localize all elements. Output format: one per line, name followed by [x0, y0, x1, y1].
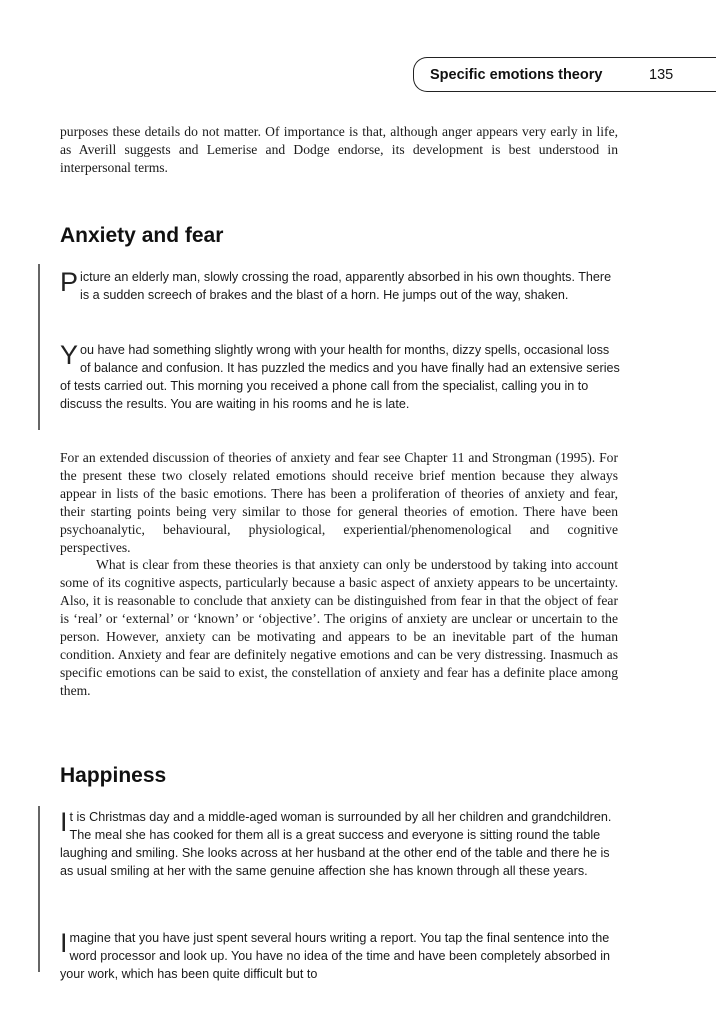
- vignette-text: icture an elderly man, slowly crossing the road, apparently absorbed in his own thoughts. There is a sudden screech of brakes and the blast of a horn. He jumps out of the way, shaken.: [80, 270, 612, 302]
- dropcap: Y: [60, 340, 79, 370]
- intro-paragraph: purposes these details do not matter. Of importance is that, although anger appears very early in life, as Averill suggests and Lemerise and Dodge endorse, its development is best understood in interpersonal terms.: [60, 124, 618, 175]
- section-heading-anxiety: Anxiety and fear: [60, 224, 224, 247]
- vignette-text: t is Christmas day and a middle-aged woman is surrounded by all her children and grandchildren. The meal she has cooked for them all is a great success and everyone is sitting round the table laughing and smiling. She looks across at her husband at the other end of the table and there he is as usual smiling at her with the same genuine affection she has known through all these years.: [60, 810, 612, 878]
- vignette-anxiety-1: [60, 268, 620, 304]
- section-heading-happiness: Happiness: [60, 764, 167, 787]
- dropcap: P: [60, 267, 79, 297]
- vignette-text: magine that you have just spent several hours writing a report. You tap the final sentence into the word processor and look up. You have no idea of the time and have been completely absorbed in your work, which has been quite difficult but to: [60, 931, 611, 981]
- vignette-anxiety-2: [60, 341, 620, 413]
- anxiety-paragraph-2: What is clear from these theories is that anxiety can only be understood by taking into account some of its cognitive aspects, particularly because a basic aspect of anxiety appears to be uncertainty. Also, it is reasonable to conclude that anxiety can be distinguished from fear in that the object of fear is ‘real’ or ‘external’ or ‘known’ or ‘objective’. The origins of anxiety are unclear or uncertain to the person. However, anxiety can be motivating and appears to be an inevitable part of the human condition. Anxiety and fear are definitely negative emotions and can be very distressing. Inasmuch as specific emotions can be said to exist, the constellation of anxiety and fear has a definite place among them.: [60, 557, 618, 698]
- running-head-title: Specific emotions theory: [430, 67, 603, 83]
- vignette-happiness-1: [60, 808, 620, 880]
- dropcap: I: [60, 928, 68, 958]
- vignette-text: ou have had something slightly wrong with your health for months, dizzy spells, occasional loss of balance and confusion. It has puzzled the medics and you have finally had an extensive series of tests carried out. This morning you received a phone call from the specialist, calling you in to discuss the results. You are waiting in his rooms and he is late.: [60, 343, 620, 411]
- vignette-bar-happiness: [38, 806, 40, 972]
- vignette-happiness-2: [60, 929, 620, 983]
- dropcap: I: [60, 807, 68, 837]
- anxiety-paragraph-1: For an extended discussion of theories of anxiety and fear see Chapter 11 and Strongman (1995). For the present these two closely related emotions should receive brief mention because they always appear in lists of the basic emotions. There has been a proliferation of theories of anxiety and fear, their starting points being very similar to those for general theories of emotion. There have been psychoanalytic, behavioural, physiological, experiential/phenomenological and cognitive perspectives.: [60, 450, 618, 555]
- page-number: 135: [649, 67, 674, 83]
- running-head: [413, 57, 716, 92]
- vignette-bar-anxiety: [38, 264, 40, 430]
